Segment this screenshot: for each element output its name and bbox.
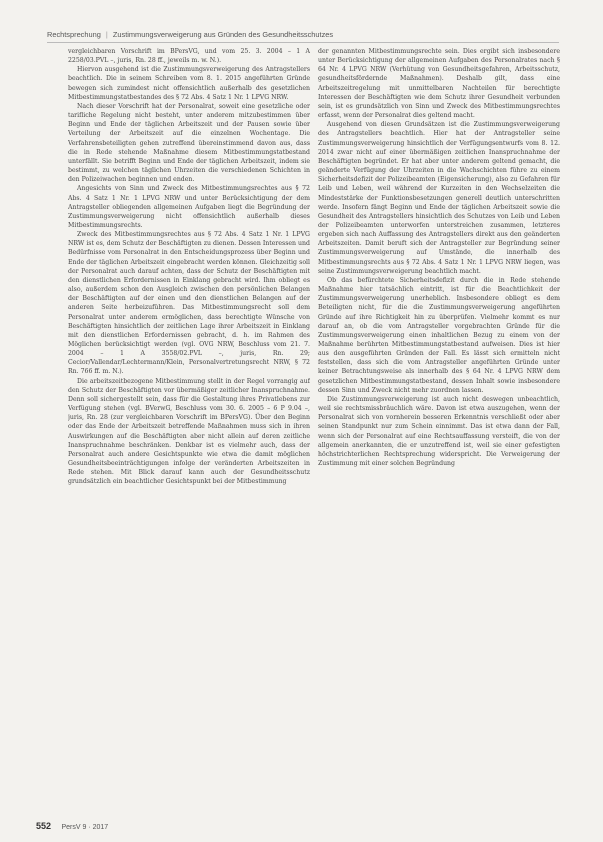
paragraph: Nach dieser Vorschrift hat der Personalrat, soweit eine gesetzliche oder tarifliche Regelung nicht besteht, unter anderem mitzubestimmen über Beginn und Ende der täglichen Arbeitszeit und der Pausen sowie über Verteilung der Arbeitszeit auf die einzelnen Wochentage. Die Verfahrensbeteiligten gehen zutreffend übereinstimmend davon aus, dass die in Rede stehende Maßnahme diesem Mitbestimmungstatbestand unterfällt. Sie betrifft Beginn und Ende der täglichen Arbeitszeit, indem sie bestimmt, zu welchen täglichen Uhrzeiten die verschiedenen Schichten in den Polizeiwachen beginnen und enden.: [68, 102, 310, 184]
page-number: 552: [36, 821, 52, 831]
paragraph: der genannten Mitbestimmungsrechte sein. Dies ergibt sich insbesondere unter Berücksichtigung der allgemeinen Aufgaben des Personalrates nach § 64 Nr. 4 LPVG NRW (Verhütung von Gesundheitsgefahren, Arbeitsschutz, gesundheitsfördernde Maßnahmen). Deshalb gilt, dass eine Arbeitszeitregelung mit unmittelbaren Nachteilen für berechtigte Interessen der Beschäftigten wie dem Schutz ihrer Gesundheit verbunden sein, ist es grundsätzlich von Sinn und Zweck des Mitbestimmungsrechtes erfasst, wenn der Personalrat dies geltend macht.: [318, 48, 560, 120]
paragraph: Die Zustimmungsverweigerung ist auch nicht deswegen unbeachtlich, weil sie rechtsmissbräuchlich wäre. Davon ist etwa auszugehen, wenn der Personalrat sich von vornherein besseren Erkenntnis verschließt oder aber seinen Standpunkt nur zum Schein einnimmt. Das ist etwa dann der Fall, wenn sich der Personalrat auf eine Rechtsauffassung versteift, die von der allgemein anerkannten, die er unzutreffend ist, weil sie einer gefestigten höchstrichterlichen Rechtsprechung widerspricht. Die Verweigerung der Zustimmung mit einer solchen Begründung: [318, 395, 560, 468]
header-section: Rechtsprechung: [47, 30, 101, 39]
paragraph: Angesichts von Sinn und Zweck des Mitbestimmungsrechtes aus § 72 Abs. 4 Satz 1 Nr. 1 LPVG NRW und unter Berücksichtigung der dem Antragsteller obliegenden allgemeinen Aufgaben liegt die Begründung der Zustimmungsverweigerung nicht offensichtlich außerhalb dieses Mitbestimmungsrechts.: [68, 185, 310, 229]
paragraph: Zweck des Mitbestimmungsrechtes aus § 72 Abs. 4 Satz 1 Nr. 1 LPVG NRW ist es, dem Schutz der Beschäftigten zu dienen. Dessen Interessen und Bedürfnisse vom Personalrat in den Entscheidungsprozess über Beginn und Ende der täglichen Arbeitszeit eingebracht werden können. Gleichzeitig soll der Personalrat auch darauf achten, dass der Schutz der Beschäftigten mit den dienstlichen Erfordernissen in Einklang gebracht wird. Ihm obliegt es also, außerdem schon den Ausgleich zwischen den persönlichen Belangen der Beschäftigten auf der einen und den dienstlichen Belangen auf der anderen Seite herbeizuführen. Das Mitbestimmungsrecht soll dem Personalrat unter anderem ermöglichen, dass berechtigte Wünsche von Beschäftigten hinsichtlich der zeitlichen Lage ihrer Arbeitszeit in Einklang mit den dienstlichen Erfordernissen gebracht, d. h. im Rahmen des Möglichen berücksichtigt werden (vgl. OVG NRW, Beschluss vom 21. 7. 2004 – 1 A 3558/02.PVL –, juris, Rn. 29; Cecior/Vallendar/Lechtermann/Klein, Personalvertretungsrecht NRW, § 72 Rn. 766 ff. m. N.).: [68, 231, 310, 376]
paragraph: vergleichbaren Vorschrift im BPersVG, und vom 25. 3. 2004 – 1 A 2258/03.PVL –, juris, Rn. 28 ff., jeweils m. w. N.).: [68, 48, 310, 65]
paragraph: Ausgehend von diesen Grundsätzen ist die Zustimmungsverweigerung des Antragstellers beachtlich. Hier hat der Antragsteller seine Zustimmungsverweigerung hinsichtlich der Verfügungsentwurfs vom 8. 12. 2014 zwar nicht auf einer übermäßigen zeitlichen Inanspruchnahme der Beschäftigten begründet. Er hat aber unter anderem geltend gemacht, die geänderte Verfügung der Uhrzeiten in die Wachschichten führe zu einem Sicherheitsdefizit der Polizeibeamten (Eigensicherung), also zu Gefahren für Leib und Leben, weil während der Kurzeiten in den Wechselzeiten die Mindeststärke der Funktionsbesetzungen generell deutlich unterschritten werde. Insofern fängt Beginn und Ende der täglichen Arbeitszeit sowie die Gesundheit des Antragstellers hinsichtlich des Schutzes von Leib und Leben der Polizeibeamten unterworfen unterstreichen zusammen, letzteres ergeben sich nach Auffassung des Antragstellers direkt aus den geänderten Arbeitszeiten. Damit beruft sich der Antragsteller zur Begründung seiner Zustimmungsverweigerung auf Umstände, die innerhalb des Mitbestimmungsrechts aus § 72 Abs. 4 Satz 1 Nr. 1 LPVG NRW liegen, was seine Zustimmungsverweigerung beachtlich macht.: [318, 121, 560, 275]
paragraph: Die arbeitszeitbezogene Mitbestimmung stellt in der Regel vorrangig auf den Schutz der Beschäftigten vor übermäßiger zeitlicher Inanspruchnahme. Denn soll sichergestellt sein, dass für die Gestaltung ihres Privatlebens zur Verfügung stehen (vgl. BVerwG, Beschluss vom 30. 6. 2005 – 6 P 9.04 –, juris, Rn. 28 (zur vergleichbaren Vorschrift im BPersVG). Über den Beginn oder das Ende der Arbeitszeit betreffende Maßnahmen muss sich in ihren Auswirkungen auf die Beschäftigten aber nicht allein auf deren zeitliche Inanspruchnahme beschränken. Denkbar ist es vielmehr auch, dass der Personalrat auch andere Gesichtspunkte wie etwa die damit möglichen Gesundheitsbeeinträchtigungen infolge der veränderten Arbeitszeiten in Rede stehen. Mit Blick darauf kann auch der Gesundheitsschutz grundsätzlich ein beachtlicher Gesichtspunkt bei der Mitbestimmung: [68, 377, 310, 486]
paragraph: Ob das befürchtete Sicherheitsdefizit durch die in Rede stehende Maßnahme hier tatsächlich eintritt, ist für die Beachtlichkeit der Zustimmungsverweigerung unerheblich. Insbesondere obliegt es dem Beteiligten nicht, für die die Zustimmungsverweigerung angeführten Gründe auf ihre Richtigkeit hin zu überprüfen. Vielmehr kommt es nur darauf an, ob die vom Antragsteller vorgebrachten Gründe für die Zustimmungsverweigerung einen inhaltlichen Bezug zu einem von der Maßnahme berührten Mitbestimmungstatbestand aufweisen. Dies ist hier aus den ausgeführten Gründen der Fall. Es lässt sich ermitteln nicht feststellen, dass sich die vom Antragsteller angeführten Gründe unter keiner Betrachtungsweise als innerhalb des § 64 Nr. 4 LPVG NRW dem gesetzlichen Mitbestimmungstatbestand, dessen Inhalt sowie insbesondere dessen Sinn und Zweck nicht mehr zuordnen lassen.: [318, 276, 560, 394]
right-column: [318, 47, 560, 807]
header-rule: [47, 42, 559, 43]
left-column: [68, 47, 310, 807]
header-separator: |: [105, 30, 108, 39]
page-footer: [36, 816, 108, 834]
running-header: [47, 30, 557, 39]
issue-label: PersV 9 · 2017: [61, 824, 109, 831]
header-title: Zustimmungsverweigerung aus Gründen des Gesundheitsschutzes: [112, 30, 334, 39]
paragraph: Hiervon ausgehend ist die Zustimmungsverweigerung des Antragstellers beachtlich. Die in seinem Schreiben vom 8. 1. 2015 angeführten Gründe bewegen sich zumindest nicht offensichtlich außerhalb des gesetzlichen Mitbestimmungstatbestandes des § 72 Abs. 4 Satz 1 Nr. 1 LPVG NRW.: [68, 66, 310, 101]
